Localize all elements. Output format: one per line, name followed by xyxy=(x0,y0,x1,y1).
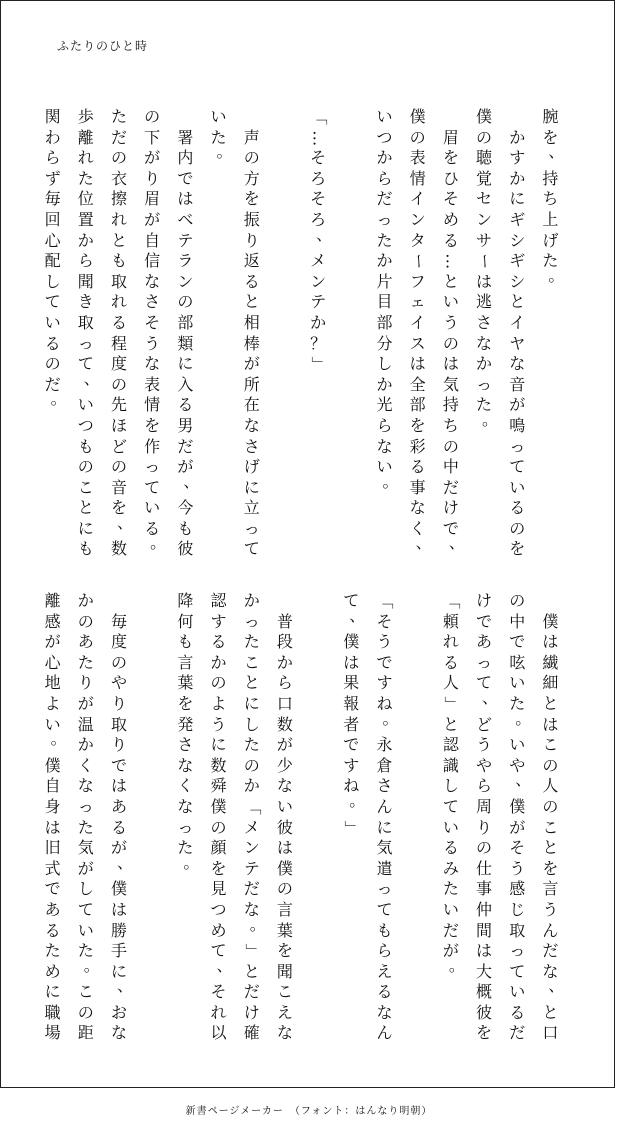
text-column: 降 何 も 言 葉 を 発 さ な く な っ た 。 xyxy=(177,591,200,872)
text-column: 毎 度 の や り 取 り で は あ る が 、 僕 は 勝 手 に 、 お な xyxy=(110,611,133,1043)
text-column: 「 頼 れ る 人 」 と 認 識 し て い る み た い だ が 。 xyxy=(442,593,465,975)
text-column: 離 感 が 心 地 よ い 。 僕 自 身 は 旧 式 で あ る た め に 職 場 xyxy=(44,591,67,1043)
text-column: 腕 を 、 持 ち 上 げ た 。 xyxy=(542,107,565,285)
text-column: て 、 僕 は 果 報 者 で す ね 。 」 xyxy=(342,591,366,836)
text-column: 僕 の 表 情 イ ン タ ー フ ェ イ ス は 全 部 を 彩 る 事 な く 、 xyxy=(408,107,432,553)
text-column: か っ た こ と に し た の か 「 メ ン テ だ な 。 」 と だ け 確 xyxy=(243,591,266,1043)
upper-text-block xyxy=(36,107,567,567)
text-column: 関 わ ら ず 毎 回 心 配 し て い る の だ 。 xyxy=(44,107,67,409)
text-column: 「 そ う で す ね 。 永 倉 さ ん に 気 遣 っ て も ら え る な ん xyxy=(375,593,399,1043)
text-column: 歩 離 れ た 位 置 か ら 聞 き 取 っ て 、 い つ も の こ と に も xyxy=(77,107,100,559)
text-column: か す か に ギ シ ギ シ と イ ヤ な 音 が 鳴 っ て い る の を xyxy=(509,127,526,559)
footer-credit: 新書ページメーカー （フォント：はんなり明朝） xyxy=(185,1106,433,1117)
text-column: い た 。 xyxy=(210,107,233,162)
text-column: の 下 が り 眉 が 自 信 な さ そ う な 表 情 を 作 っ て い る 。 xyxy=(144,107,167,553)
blank-column xyxy=(401,591,434,1011)
text-column: 眉 を ひ そ め る … と い う の は 気 持 ち の 中 だ け で 、 xyxy=(442,127,465,553)
text-column: 認 す る か の よ う に 数 舜 僕 の 顔 を 見 つ め て 、 そ れ 以 xyxy=(210,591,233,1043)
book-title: ふたりのひと時 xyxy=(57,39,149,53)
text-column: 「 … そ ろ そ ろ 、 メ ン テ か ？ 」 xyxy=(309,109,333,373)
lower-text-block xyxy=(36,591,567,1043)
text-column: 普 段 か ら 口 数 が 少 な い 彼 は 僕 の 言 葉 を 聞 こ え な xyxy=(276,611,293,1043)
text-column: 僕 の 聴 覚 セ ン サ ー は 逃 さ な か っ た 。 xyxy=(475,107,499,429)
text-column: か の あ た り が 温 か く な っ た 気 が し て い た 。 こ の 距 xyxy=(77,591,100,1043)
text-column: 声 の 方 を 振 り 返 る と 相 棒 が 所 在 な さ げ に 立 っ て xyxy=(243,127,260,559)
text-column: た だ の 衣 擦 れ と も 取 れ る 程 度 の 先 ほ ど の 音 を 、 数 xyxy=(110,107,133,559)
blank-column xyxy=(136,591,169,1011)
text-column: 署 内 で は ベ テ ラ ン の 部 類 に 入 る 男 だ が 、 今 も 彼 xyxy=(177,127,200,559)
blank-column xyxy=(302,591,335,1011)
blank-column xyxy=(268,107,301,567)
blank-column xyxy=(335,107,368,567)
text-column: の 中 で 呟 い た 。 い や 、 僕 が そ う 感 じ 取 っ て い る だ xyxy=(509,591,532,1043)
text-column: 僕 は 繊 細 と は こ の 人 の こ と を 言 う ん だ な 、 と 口 xyxy=(542,611,565,1043)
text-column: い つ か ら だ っ た か 片 目 部 分 し か 光 ら な い 。 xyxy=(376,107,399,491)
text-column: け で あ っ て 、 ど う や ら 周 り の 仕 事 仲 間 は 大 概 彼 を xyxy=(476,591,499,1043)
